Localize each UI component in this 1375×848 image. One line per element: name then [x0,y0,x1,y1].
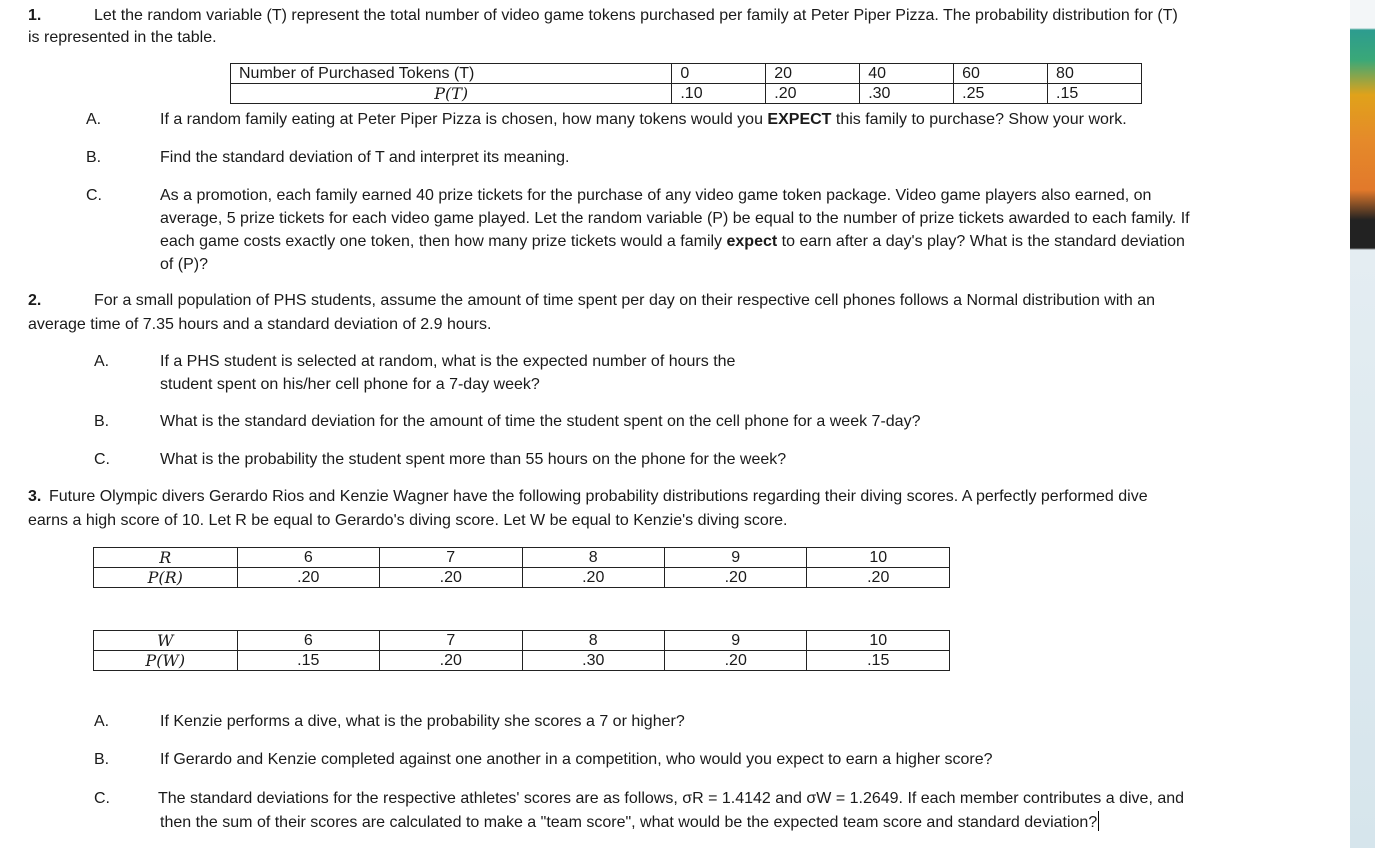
kenzie-prob: .30 [522,651,664,671]
gerardo-label: R [94,548,238,568]
tokens-prob: .15 [1048,84,1142,104]
tokens-value: 60 [954,64,1048,84]
q1a-text [160,110,1127,130]
q3b-text: If Gerardo and Kenzie completed against one another in a competition, who would you expect to earn a higher score? [160,751,993,768]
q3a-text: If Kenzie performs a dive, what is the probability she scores a 7 or higher? [160,713,685,730]
gerardo-score: 7 [380,548,522,568]
q2c-letter: C. [94,451,110,468]
gerardo-prob-row [94,568,950,588]
kenzie-value-row [94,631,950,651]
kenzie-prob-row [94,651,950,671]
tokens-value: 40 [860,64,954,84]
q2-text-line1: For a small population of PHS students, assume the amount of time spent per day on their respective cell phones follows a Normal distribution with an [94,292,1155,309]
gerardo-score: 10 [807,548,950,568]
q1c-line3-after: to earn after a day's play? What is the standard deviation [777,233,1185,250]
gerardo-prob: .20 [237,568,379,588]
tokens-header-label: Number of Purchased Tokens (T) [231,64,672,84]
q1a-text-after: this family to purchase? Show your work. [831,111,1127,128]
kenzie-score: 8 [522,631,664,651]
q1b-letter: B. [86,149,102,166]
kenzie-distribution-table [93,630,950,671]
tokens-distribution-table [230,63,1142,104]
tokens-value-row [231,64,1142,84]
gerardo-score: 6 [237,548,379,568]
kenzie-prob: .15 [237,651,379,671]
q3-text-line1: Future Olympic divers Gerardo Rios and Kenzie Wagner have the following probability distributions regarding their diving scores. A perfectly performed dive [49,488,1148,505]
gerardo-distribution-table [93,547,950,588]
kenzie-score: 9 [665,631,807,651]
tokens-prob: .20 [766,84,860,104]
q3-text-line2: earns a high score of 10. Let R be equal to Gerardo's diving score. Let W be equal to Kenzie's diving score. [28,512,788,529]
q3-number: 3. [28,488,42,505]
q3b-letter: B. [94,751,110,768]
kenzie-prob: .20 [380,651,522,671]
tokens-prob: .10 [672,84,766,104]
kenzie-score: 6 [237,631,379,651]
q1-text-line2: is represented in the table. [28,29,217,46]
gerardo-value-row [94,548,950,568]
q1b-text: Find the standard deviation of T and interpret its meaning. [160,149,570,166]
tokens-value: 80 [1048,64,1142,84]
side-panel-strip [1350,0,1375,848]
q1c-line3 [160,232,1185,252]
gerardo-prob: .20 [664,568,806,588]
q3c-letter: C. [94,790,110,807]
q2a-letter: A. [94,353,110,370]
q1-number: 1. [28,7,42,24]
q3c-line2: then the sum of their scores are calculated to make a "team score", what would be the expected team score and standard deviation? [160,814,1098,831]
gerardo-prob: .20 [522,568,664,588]
q2b-text: What is the standard deviation for the amount of time the student spent on the cell phone for a week 7-day? [160,413,921,430]
tokens-value: 0 [672,64,766,84]
tokens-value: 20 [766,64,860,84]
tokens-prob: .25 [954,84,1048,104]
tokens-prob: .30 [860,84,954,104]
q2b-letter: B. [94,413,110,430]
q2-number: 2. [28,292,42,309]
q1c-line2: average, 5 prize tickets for each video game played. Let the random variable (P) be equal to the number of prize tickets awarded to each family. If [160,210,1190,227]
q2c-text: What is the probability the student spent more than 55 hours on the phone for the week? [160,451,787,468]
q1c-line1: As a promotion, each family earned 40 prize tickets for the purchase of any video game token package. Video game players also earned, on [160,187,1152,204]
q1a-text-bold: EXPECT [767,111,832,128]
kenzie-score: 7 [380,631,522,651]
q1c-line3-bold: expect [726,233,778,250]
q2a-line1: If a PHS student is selected at random, what is the expected number of hours the [160,353,736,370]
kenzie-prob-label: P(W) [94,651,238,671]
q1c-line4: of (P)? [160,256,209,273]
gerardo-prob: .20 [807,568,950,588]
q3a-letter: A. [94,713,110,730]
gerardo-prob: .20 [380,568,522,588]
q1c-letter: C. [86,187,102,204]
text-cursor [1098,811,1099,831]
q1a-letter: A. [86,111,102,128]
q2-text-line2: average time of 7.35 hours and a standard deviation of 2.9 hours. [28,316,492,333]
gerardo-score: 9 [664,548,806,568]
q1a-text-before: If a random family eating at Peter Piper Pizza is chosen, how many tokens would you [160,111,768,128]
kenzie-prob: .20 [665,651,807,671]
gerardo-score: 8 [522,548,664,568]
q3c-line1: The standard deviations for the respective athletes' scores are as follows, σR = 1.4142 and σW = 1.2649. If each member contributes a dive, and [158,790,1185,807]
gerardo-prob-label: P(R) [94,568,238,588]
kenzie-label: W [94,631,238,651]
tokens-prob-label: P(T) [231,84,672,104]
kenzie-score: 10 [807,631,950,651]
q3c-line2-wrap[interactable] [160,811,1099,833]
q1c-line3-before: each game costs exactly one token, then how many prize tickets would a family [160,233,727,250]
kenzie-prob: .15 [807,651,950,671]
q1-text-line1: Let the random variable (T) represent the total number of video game tokens purchased per family at Peter Piper Pizza. The probability distribution for (T) [94,7,1178,24]
tokens-prob-row [231,84,1142,104]
q2a-line2: student spent on his/her cell phone for a 7-day week? [160,376,540,393]
